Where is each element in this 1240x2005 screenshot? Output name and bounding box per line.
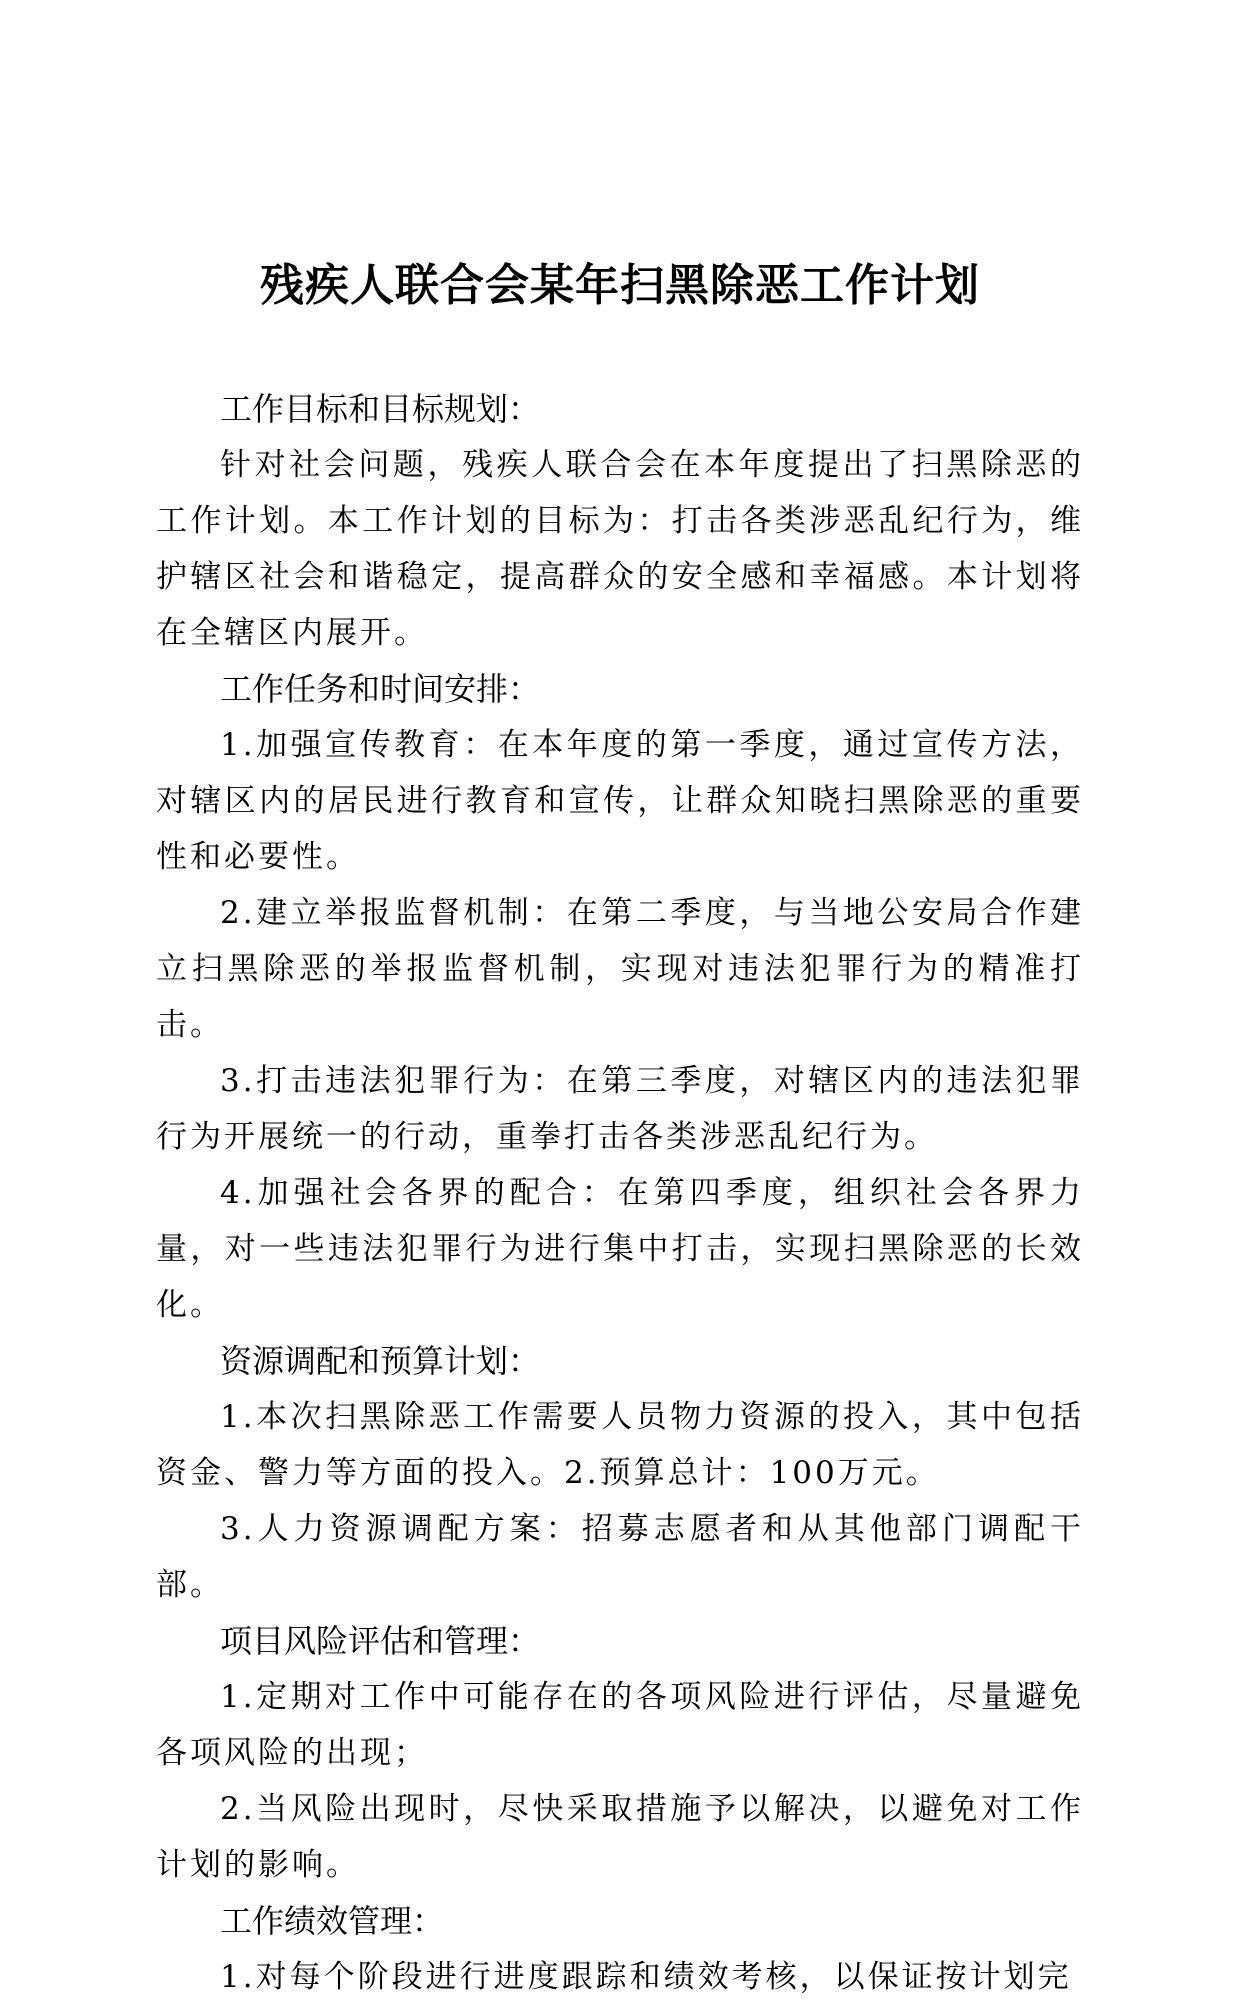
paragraph: 1.加强宣传教育：在本年度的第一季度，通过宣传方法，对辖区内的居民进行教育和宣传，让群众知晓扫黑除恶的重要性和必要性。 — [156, 727, 1084, 875]
section-heading: 工作绩效管理： — [220, 1902, 445, 1940]
section-resources-budget — [156, 1333, 1084, 1613]
section-goals — [156, 381, 1084, 661]
paragraph: 3.打击违法犯罪行为：在第三季度，对辖区内的违法犯罪行为开展统一的行动，重拳打击各类涉恶乱纪行为。 — [156, 1063, 1084, 1155]
section-heading: 工作目标和目标规划： — [220, 390, 541, 428]
paragraph: 针对社会问题，残疾人联合会在本年度提出了扫黑除恶的工作计划。本工作计划的目标为：打击各类涉恶乱纪行为，维护辖区社会和谐稳定，提高群众的安全感和幸福感。本计划将在全辖区内展开。 — [156, 447, 1084, 651]
section-heading: 工作任务和时间安排： — [220, 670, 541, 708]
section-performance — [156, 1893, 1084, 2005]
paragraph: 1.对每个阶段进行进度跟踪和绩效考核，以保证按计划完 — [220, 1959, 1072, 1995]
document-body — [156, 381, 1084, 2005]
section-heading: 项目风险评估和管理： — [220, 1622, 541, 1660]
section-tasks-schedule — [156, 661, 1084, 1333]
paragraph: 1.定期对工作中可能存在的各项风险进行评估，尽量避免各项风险的出现； — [156, 1679, 1084, 1771]
paragraph: 2.建立举报监督机制：在第二季度，与当地公安局合作建立扫黑除恶的举报监督机制，实现对违法犯罪行为的精准打击。 — [156, 895, 1084, 1043]
document-title: 残疾人联合会某年扫黑除恶工作计划 — [260, 260, 980, 311]
section-risk-management — [156, 1613, 1084, 1893]
section-heading: 资源调配和预算计划： — [220, 1342, 541, 1380]
paragraph: 3.人力资源调配方案：招募志愿者和从其他部门调配干部。 — [156, 1511, 1084, 1603]
paragraph: 4.加强社会各界的配合：在第四季度，组织社会各界力量，对一些违法犯罪行为进行集中打击，实现扫黑除恶的长效化。 — [156, 1175, 1084, 1323]
paragraph: 2.当风险出现时，尽快采取措施予以解决，以避免对工作计划的影响。 — [156, 1791, 1084, 1883]
paragraph: 1.本次扫黑除恶工作需要人员物力资源的投入，其中包括资金、警力等方面的投入。2.预算总计：100万元。 — [156, 1399, 1084, 1491]
